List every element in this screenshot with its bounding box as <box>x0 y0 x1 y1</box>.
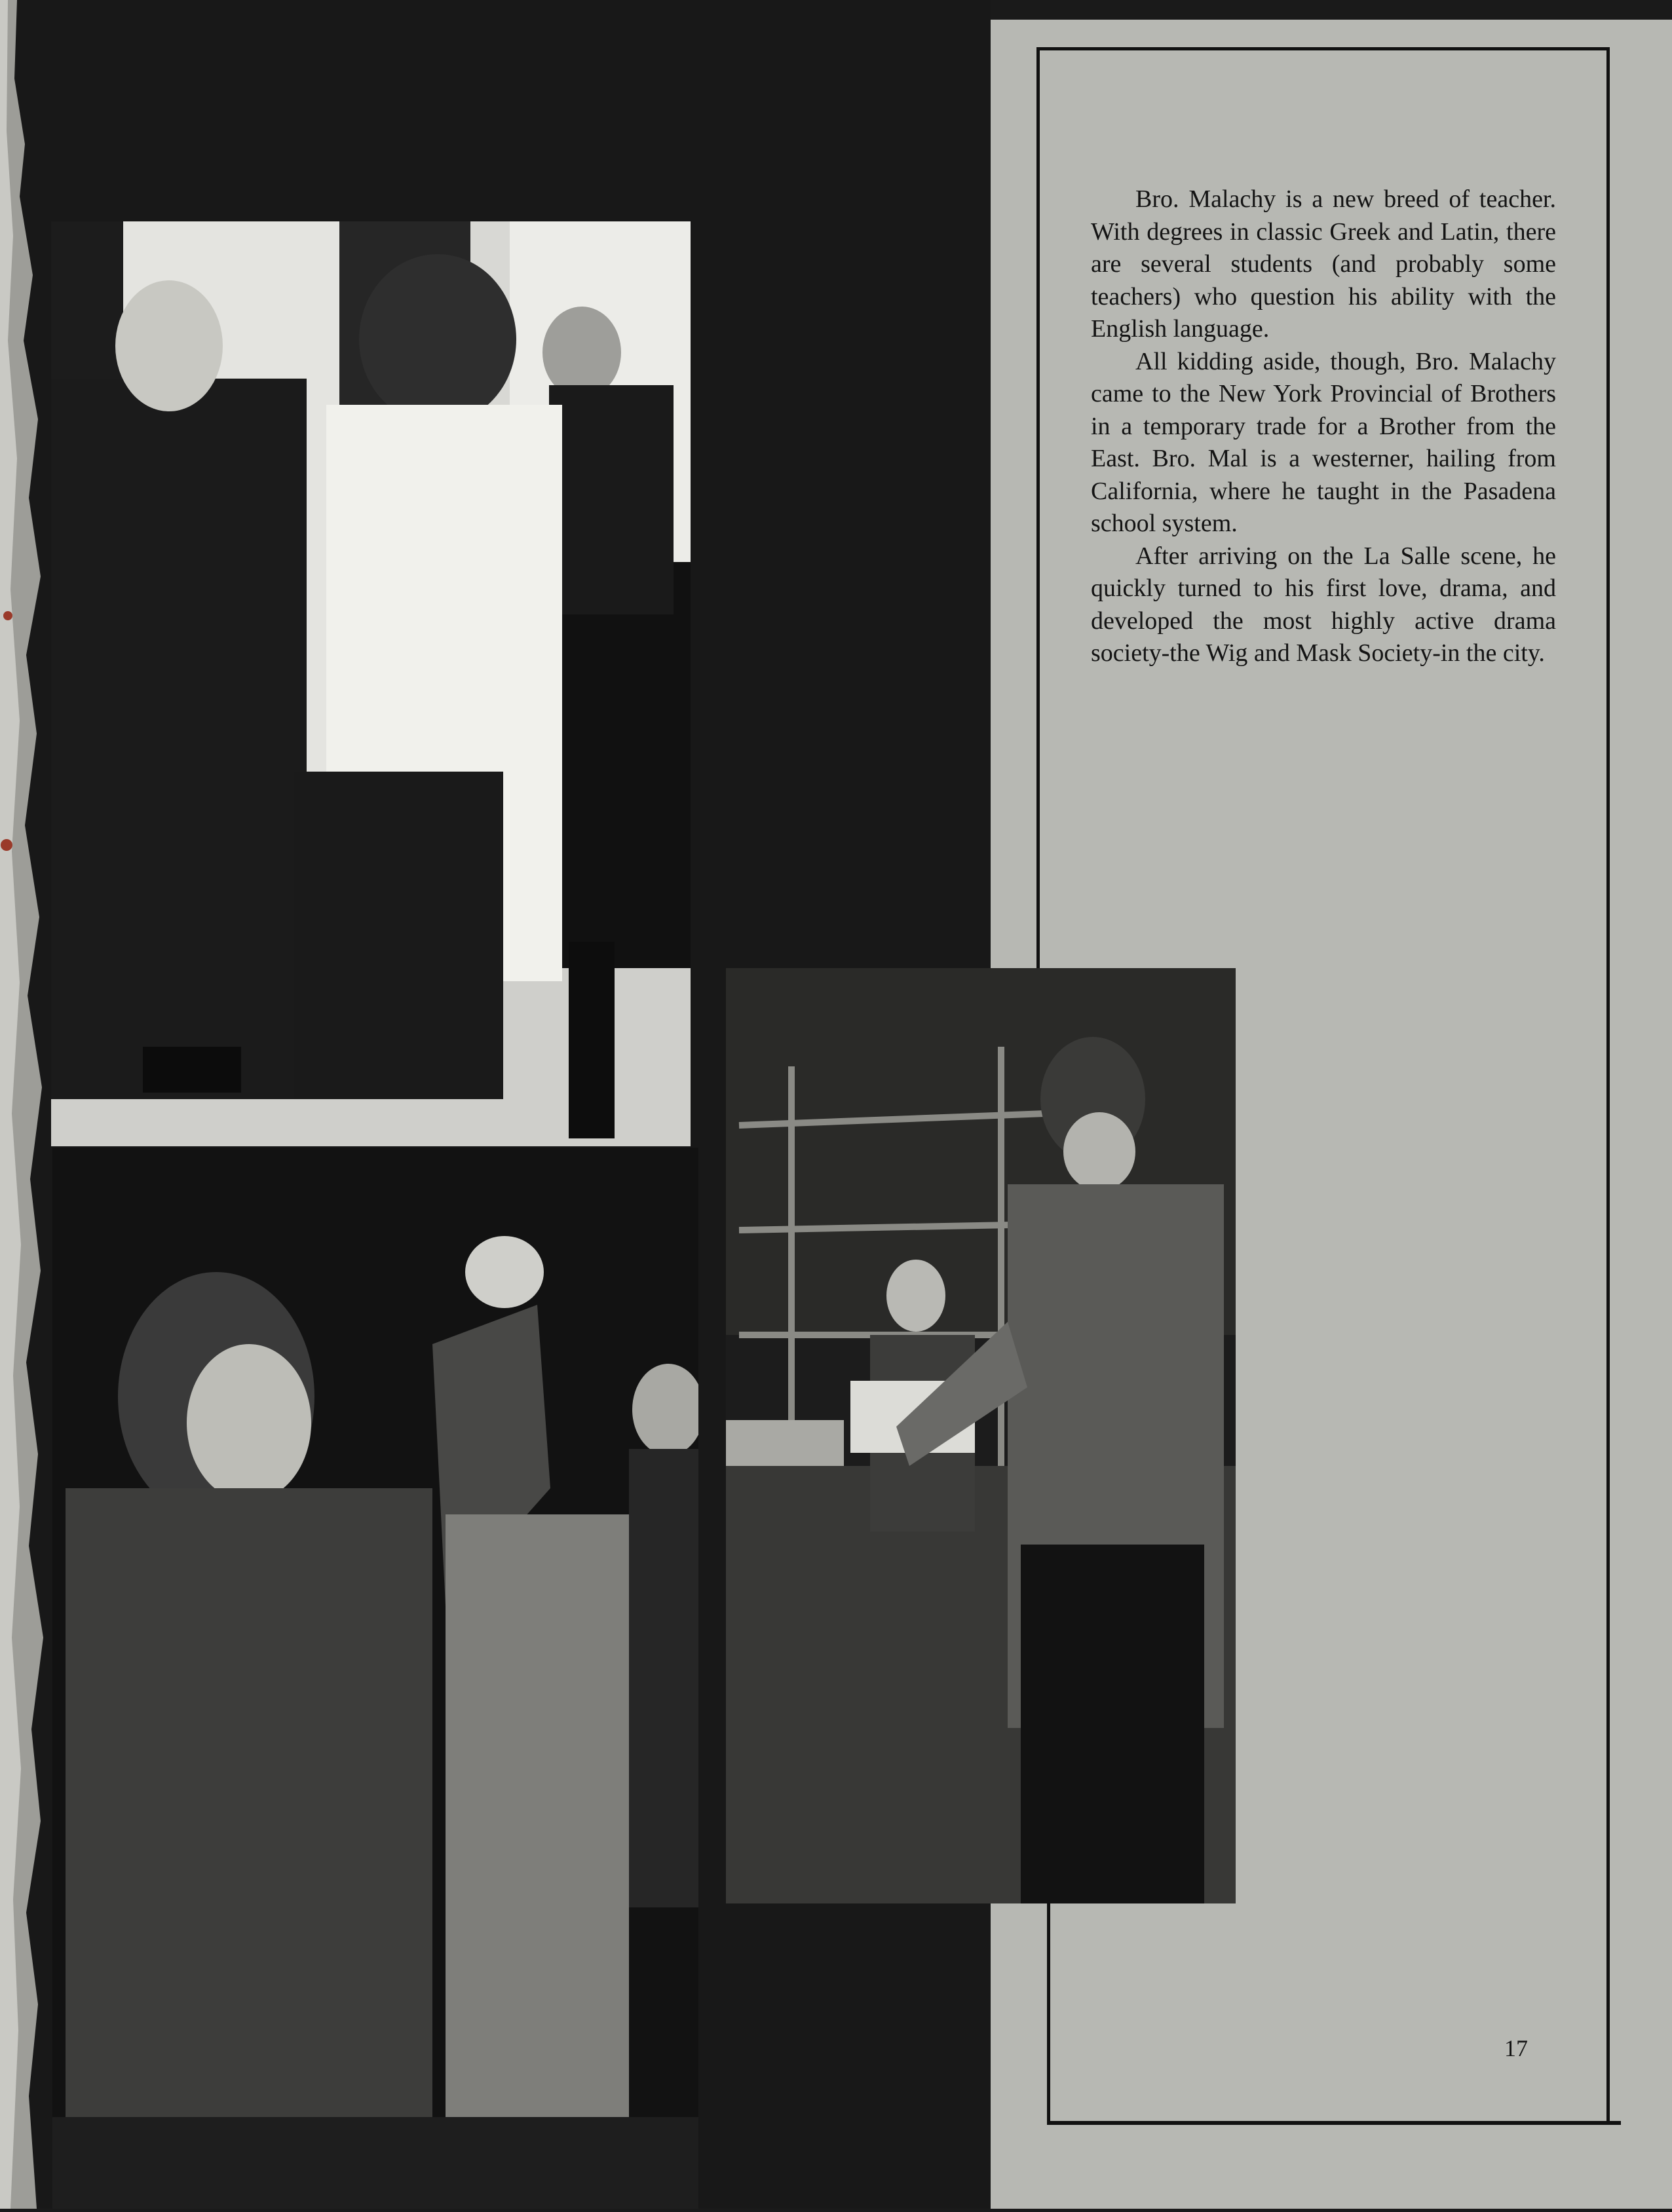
page-number: 17 <box>1504 2035 1528 2061</box>
photo-outdoor-rehearsal <box>726 968 1236 1903</box>
lower-text-panel <box>1002 1900 1672 2209</box>
article-paragraph: All kidding aside, though, Bro. Malachy came to the New York Provincial of Brothers in a temporary trade for a Brother from the East. Bro. Mal is a westerner, hailing from California, where he taught in the Pasadena school system. <box>1091 347 1556 537</box>
photo-brother-at-piano <box>51 221 691 1146</box>
article-paragraph: After arriving on the La Salle scene, he quickly turned to his first love, drama, and developed the most highly active drama society-the Wig and Mask Society-in the city. <box>1091 542 1556 667</box>
article-text <box>1091 183 1556 670</box>
frame-line-top <box>1036 47 1610 50</box>
article-paragraph: Bro. Malachy is a new breed of teacher. With degrees in classic Greek and Latin, there are several students (and probably some teachers) who question his ability with the English language. <box>1091 185 1556 343</box>
photo-night-group <box>52 1148 698 2209</box>
frame-line-bottom <box>1047 2121 1621 2125</box>
frame-line-left-lower <box>1047 1900 1050 2125</box>
frame-line-right <box>1606 47 1610 2124</box>
frame-line-left <box>1036 47 1040 971</box>
